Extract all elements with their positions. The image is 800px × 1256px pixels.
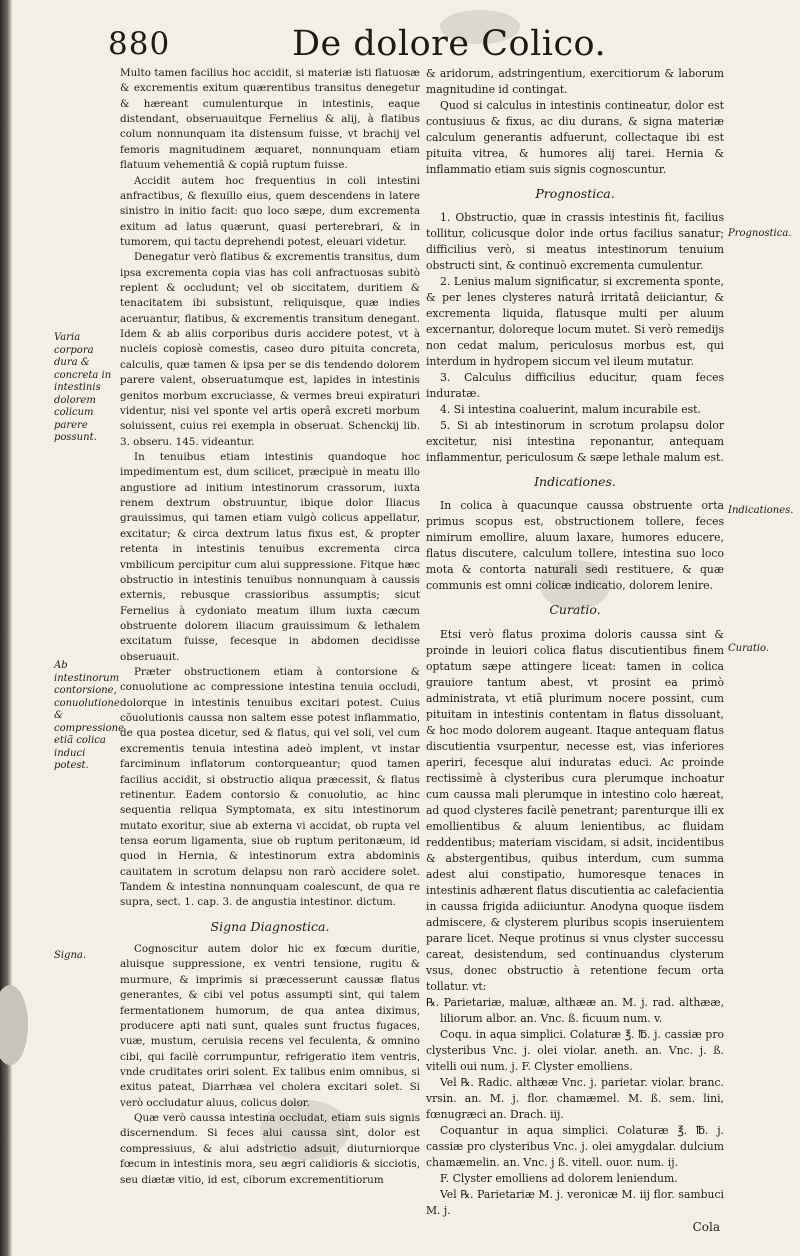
margin-note-right: Indicationes. [728,505,794,516]
prognosis-item: 3. Calculus difficilius educitur, quam feces induratæ. [426,371,724,401]
recipe-line: Coquantur in aqua simplici. Colaturæ ℥. ℔. j. cassiæ pro clysteribus Vnc. j. olei amygdalar. dulcium chamæmelin. an. Vnc. j ß. vitell. ouor. num. ij. [426,1123,724,1170]
recipe-line: Vel ℞. Radic. althææ Vnc. j. parietar. violar. branc. vrsin. an. M. j. flor. chamæmel. M. ß. sem. lini, fœnugræci an. Drach. iij. [426,1075,724,1121]
page-gutter-shadow [0,0,12,1256]
body-paragraph: Præter obstructionem etiam à contorsione & conuolutione ac compressione intestina tenuia occludi, dolorque in intestinis tenuibus excitari potest. Cuius cõuolutionis caussa non saltem esse potest inflammatio, de qua postea dicetur, sed & flatus, qui vel soli, vel cum excrementis tenuia intestina adeò implent, vt instar farciminum inflatorum contorqueantur; quod tamen facilius accidit, si obstructio aliqua præcessit, & flatus retinentur. Eadem contorsio & conuolutio, ac hinc sequentia reliqua Symptomata, ex situ intestinorum mutato exoritur, siue ab externa vi accidat, ob rupta vel tensa eorum ligamenta, siue ob ruptum peritonæum, id quod in Hernia, & intestinorum extra abdominis cauitatem in scrotum delapsu non rarò accidere solet. Tandem & intestina nonnunquam coalescunt, de qua re supra, sect. 1. cap. 3. de angustia intestinor. dictum. [120,666,420,909]
margin-note-right: Curatio. [728,643,770,654]
margin-note-left: Signa. [54,950,87,961]
margin-note-left: Varia corpora dura & concreta in intestinis dolorem colicum parere possunt. [54,332,112,443]
body-paragraph: Cognoscitur autem dolor hic ex fœcum duritie, aluisque suppressione, ex ventri tensione, rugitu & murmure, & imprimis si præcesserunt caussæ flatus generantes, & cibi vel potus assumpti sint, qui talem fermentationem humorum, de qua antea diximus, producere apti nati sunt, quales sunt fructus fugaces, vuæ, mustum, ceruisia recens vel feculenta, & omnino cibi, qui facilè corrumpuntur, refrigeratio item ventris, vnde cruditates oriri solent. Ex talibus enim omnibus, si exitus pateat, Diarrhæa vel cholera excitari solet. Si verò occludatur aluus, colicus dolor. [120,943,420,1109]
body-paragraph: Quod si calculus in intestinis contineatur, dolor est contusiuus & fixus, ac diu durans, & signa materiæ calculum generantis adfuerunt, collectaque ibi est pituita vitrea, & humores alij tarei. Hernia & inflammatio etiam suis signis cognoscuntur. [426,99,724,177]
body-paragraph: Multo tamen facilius hoc accidit, si materiæ isti flatuosæ & excrementis exitum quærentibus transitus denegetur & hæreant cumulenturque in intestinis, eaque distendant, obseruauitque Fernelius & alij, à flatibus colum nonnunquam ita distensum fuisse, vt brachij vel femoris magnitudinem æquaret, nonnunquam etiam flatuum vehementiâ & copiâ ruptum fuisse. [120,67,420,172]
margin-note-right: Prognostica. [728,228,792,239]
scan-blemish [0,985,28,1065]
prognosis-item: 1. Obstructio, quæ in crassis intestinis fit, facilius tollitur, colicusque dolor inde ortus facilius sanatur; difficilius verò, si meatus intestinorum tenuium obstructi sint, & continuò excrementa cumulentur. [426,211,724,273]
page-number: 880 [108,26,171,62]
section-heading-prognostica: Prognostica. [535,186,615,202]
prognosis-item: 5. Si ab intestinorum in scrotum prolapsu dolor excitetur, nisi intestina reponantur, antequam inflammentur, periculosum & sæpe lethale malum est. [426,419,724,465]
text-column-left [120,66,420,1188]
recipe-line: F. Clyster emolliens ad dolorem leniendum. [440,1172,678,1186]
running-title: De dolore Colico. [292,24,607,64]
recipe-line: Coqu. in aqua simplici. Colaturæ ℥. ℔. j. cassiæ pro clysteribus Vnc. j. olei violar. aneth. an. Vnc. j. ß. vitelli oui num. j. F. Clyster emolliens. [426,1027,724,1073]
body-paragraph: Denegatur verò flatibus & excrementis transitus, dum ipsa excrementa copia vias has coli anfractuosas subitò replent & occludunt; vel ob siccitatem, duritiem & tenacitatem ibi subsistunt, reliquisque, quæ indies aceruantur, flatibus, & excrementis transitum denegant. Idem & ab aliis corporibus duris accidere potest, vt à nucleis copiosè comestis, caseo duro pituita concreta, calculis, quæ tamen & ipsa per se dis tendendo dolorem parere valent, obseruatumque est, lapides in intestinis genitos morbum excruciasse, & vermes breui expiraturi videntur, nisi vel sponte vel artis operâ excreti morbum soluissent, cuius rei exempla in obseruat. Schenckij lib. 3. obseru. 145. videantur. [120,251,420,448]
body-paragraph: Accidit autem hoc frequentius in coli intestini anfractibus, & flexuillo eius, quem descendens in latere sinistro in initio facit: quo loco sæpe, dum excrementa exitum ad latus quærunt, quasi perterebrari, & in tumorem, qui tactu deprehendi potest, eleuari videtur. [120,174,420,248]
recipe-line: Vel ℞. Parietariæ M. j. veronicæ M. iij flor. sambuci M. j. [426,1188,724,1218]
section-heading-indicationes: Indicationes. [534,474,616,490]
catchword: Cola [692,1220,720,1235]
body-paragraph: In colica à quacunque caussa obstruente orta primus scopus est, obstructionem tollere, feces nimirum emollire, aluum laxare, humores educere, flatus discutere, calculum tollere, intestina suo loco mota & contorta naturali sedi restituere, & quæ communis est omni colicæ indicatio, dolorem lenire. [426,499,724,593]
body-paragraph: Etsi verò flatus proxima doloris caussa sint & proinde in leuiori colica flatus discutientibus finem optatum sæpe attingere liceat: tamen in colica grauiore tantum abest, vt prosint ea primò administrata, vt etiã plurimum nocere possint, cum pituitam in intestinis contentam in flatus dissoluant, & hoc modo dolorem augeant. Itaque antequam flatus discutientia vsurpentur, necesse est, vias inferiores aperiri, fecesque alui induratas educi. Ac proinde rectissimè à clysteribus cura plerumque inchoatur cum caussa mali plerumque in intestino colo hæreat, ad quod clysteres facilè penetrant; parenturque illi ex emollientibus & aluum lenientibus, ac fluidam reddentibus; materiam viscidam, si adsit, incidentibus & abstergentibus, quibus interdum, cum summa adest alui constipatio, humoresque tenaces in intestinis adhærent flatus discutientia ac calefacientia in caussa frigida adiiciuntur. Anodyna quoque iisdem admiscere, & clysterem pluribus scopis inseruientem parare licet. Neque protinus si vnus clyster successu careat, desistendum, sed continuandus clysterum vsus, donec obstructio à retentione fecum orta tollatur. vt: [426,627,724,993]
margin-note-left: Ab intestinorum contorsione, conuolutione & compressione etiã colica induci potest. [54,660,125,771]
prognosis-item: 2. Lenius malum significatur, si excrementa sponte, & per lenes clysteres naturâ irritatâ deiiciantur, & excrementa liquida, flatusque multi per aluum excernantur, doloreque locum mutet. Si verò remedijs non cedat malum, periculosus morbus est, qui interdum in hydropem siccum vel ileum mutatur. [426,275,724,369]
body-paragraph: Quæ verò caussa intestina occludat, etiam suis signis discernendum. Si feces alui caussa sint, dolor est compressiuus, & alui adstrictio adsuit, diuturniorque fœcum in intestinis mora, seu ægri calidioris & sicciotis, seu diætæ vitio, id est, ciborum excrementitiorum [120,1112,420,1186]
section-heading-signa: Signa Diagnostica. [210,918,330,934]
section-heading-curatio: Curatio. [549,602,601,618]
prognosis-item: 4. Si intestina coaluerint, malum incurabile est. [440,403,701,417]
body-paragraph: & aridorum, adstringentium, exercitiorum & laborum magnitudine id contingat. [426,67,724,97]
recipe-line: ℞. Parietariæ, maluæ, althææ an. M. j. rad. althææ, liliorum albor. an. Vnc. ß. ficuum num. v. [426,995,724,1025]
text-column-right [426,66,724,1235]
body-paragraph: In tenuibus etiam intestinis quandoque hoc impedimentum est, dum scilicet, præcipuè in meatu illo angustiore ad initium intestinorum crassorum, iuxta renem dextrum obstruuntur, ibique dolor Iliacus grauissimus, qui tamen etiam vulgò colicus appellatur, excitatur; & circa dextrum latus fixus est, & propter retenta in intestinis tenuibus excrementa circa vmbilicum percipitur cum alui suppressione. Fitque hæc obstructio in intestinis tenuibus nonnunquam à caussis externis, rebusque crassioribus assumptis; sicut Fernelius à cydoniato meatum illum iuxta cæcum obstruente dolorem iliacum grauissimum & lethalem excitatum fuisse, fecesque in abdomen decidisse obseruauit. [120,450,420,663]
